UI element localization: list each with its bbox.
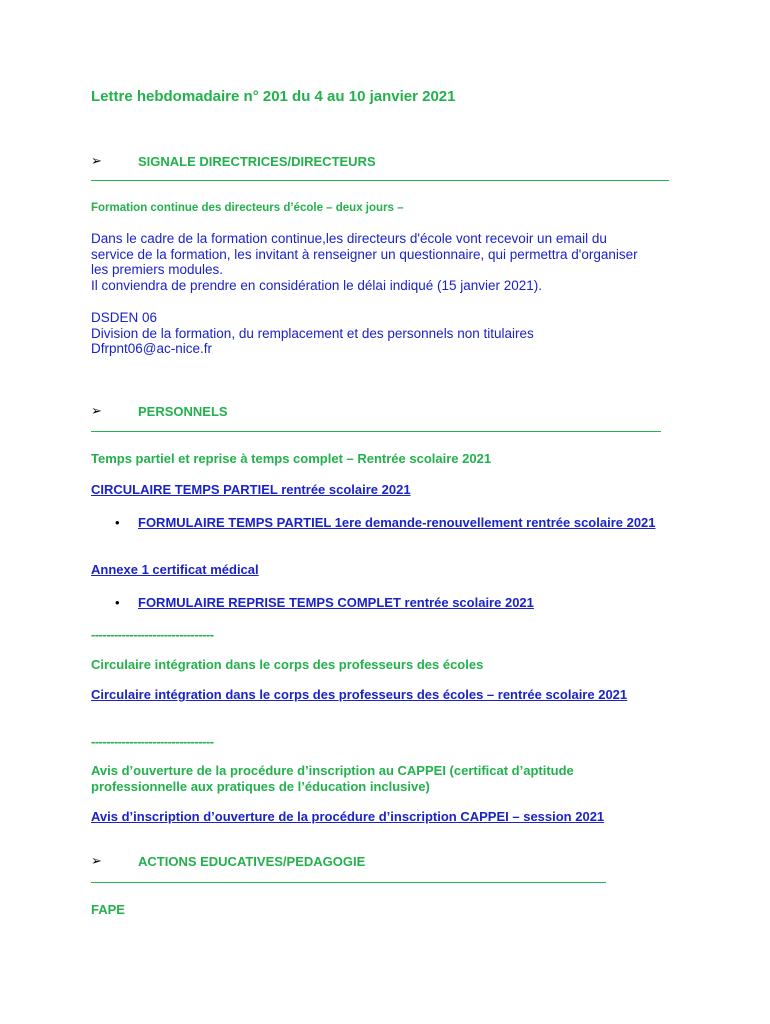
- circulaire-temps-partiel-link[interactable]: CIRCULAIRE TEMPS PARTIEL rentrée scolaire 2021: [91, 482, 411, 497]
- page-title: Lettre hebdomadaire n° 201 du 4 au 10 janvier 2021: [91, 88, 456, 105]
- section-heading-directeurs: SIGNALE DIRECTRICES/DIRECTEURS: [138, 154, 376, 169]
- temps-partiel-heading: Temps partiel et reprise à temps complet – Rentrée scolaire 2021: [91, 451, 492, 466]
- section-rule: [91, 882, 606, 883]
- contact-block: [91, 310, 681, 357]
- body-line: service de la formation, les invitant à renseigner un questionnaire, qui permettra d'organiser: [91, 246, 638, 262]
- body-line: Dans le cadre de la formation continue,les directeurs d'école vont recevoir un email du: [91, 231, 607, 246]
- dash-separator: --------------------------------: [91, 734, 214, 749]
- section-rule: [91, 180, 669, 181]
- arrow-bullet-icon: ➢: [91, 853, 102, 868]
- formation-body: [91, 231, 681, 293]
- bullet-icon: •: [115, 515, 120, 530]
- subheading-formation-directeurs: Formation continue des directeurs d’école – deux jours –: [91, 202, 404, 214]
- integration-link[interactable]: Circulaire intégration dans le corps des professeurs des écoles – rentrée scolaire 2021: [91, 687, 628, 702]
- body-line: les premiers modules.: [91, 262, 224, 277]
- section-rule: [91, 431, 661, 432]
- contact-line: DSDEN 06: [91, 310, 158, 325]
- cappei-link[interactable]: Avis d’inscription d’ouverture de la procédure d’inscription CAPPEI – session 2021: [91, 809, 605, 824]
- body-line: Il conviendra de prendre en considération le délai indiqué (15 janvier 2021).: [91, 277, 543, 293]
- annexe-certificat-link[interactable]: Annexe 1 certificat médical: [91, 562, 259, 577]
- contact-line: Dfrpnt06@ac-nice.fr: [91, 341, 212, 356]
- arrow-bullet-icon: ➢: [91, 403, 102, 418]
- dash-separator: --------------------------------: [91, 627, 214, 642]
- cappei-heading: Avis d’ouverture de la procédure d’inscription au CAPPEI (certificat d’aptitude professionnelle aux pratiques de l’éducation inclusive): [91, 763, 574, 794]
- arrow-bullet-icon: ➢: [91, 153, 102, 168]
- section-heading-actions: ACTIONS EDUCATIVES/PEDAGOGIE: [138, 854, 366, 869]
- fape-heading: FAPE: [91, 902, 125, 917]
- formulaire-reprise-link[interactable]: FORMULAIRE REPRISE TEMPS COMPLET rentrée scolaire 2021: [138, 595, 534, 610]
- integration-heading: Circulaire intégration dans le corps des professeurs des écoles: [91, 657, 484, 672]
- contact-line: Division de la formation, du remplacement et des personnels non titulaires: [91, 325, 534, 341]
- section-heading-personnels: PERSONNELS: [138, 404, 228, 419]
- bullet-icon: •: [115, 595, 120, 610]
- formulaire-temps-partiel-link[interactable]: FORMULAIRE TEMPS PARTIEL 1ere demande-renouvellement rentrée scolaire 2021: [138, 515, 656, 530]
